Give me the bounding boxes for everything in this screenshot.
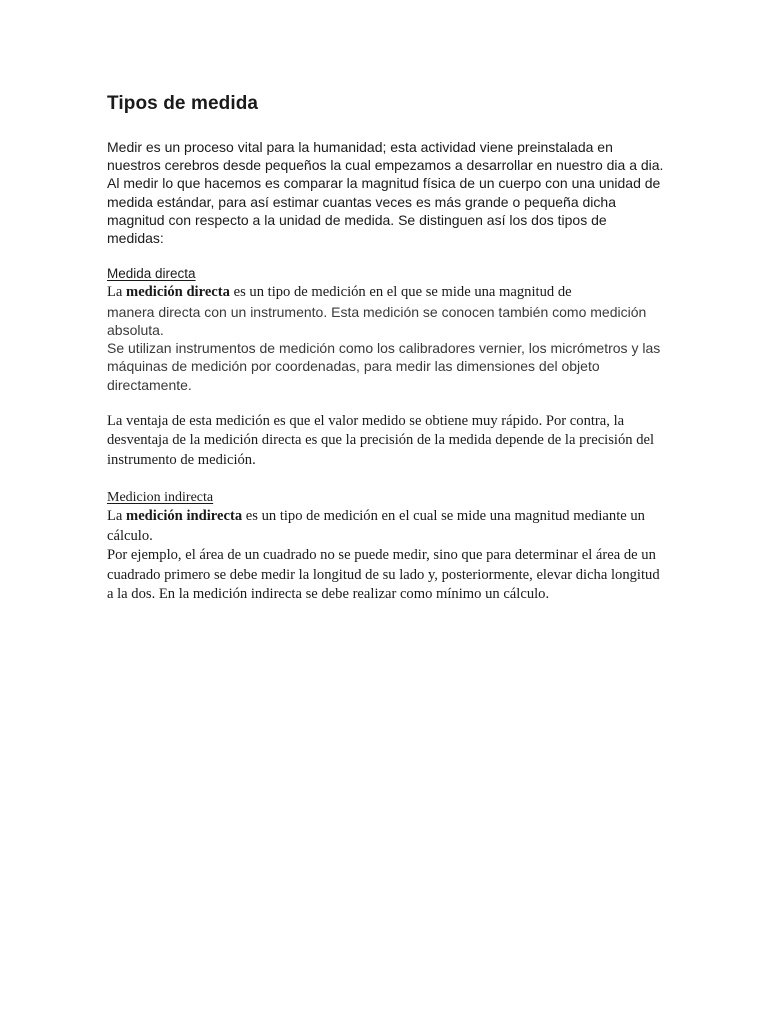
directa-term-bold: medición directa	[126, 284, 230, 301]
section-medida-directa	[107, 265, 667, 470]
intro-paragraph-1: Medir es un proceso vital para la humanidad; esta actividad viene preinstalada en nuestros cerebros desde pequeños la cual empezamos a desarrollar en nuestro dia a dia.	[107, 139, 664, 174]
intro-paragraph-2: Al medir lo que hacemos es comparar la magnitud física de un cuerpo con una unidad de medida estándar, para así estimar cuantas veces es más grande o pequeña dicha magnitud con respecto a la unidad de medida. Se distinguen así los dos tipos de medidas:	[107, 175, 661, 247]
indirecta-paragraph-1	[107, 507, 667, 546]
directa-paragraph-1	[107, 283, 667, 303]
indirecta-p1-rest: es un tipo de medición en el cual se mide una magnitud mediante un cálculo.	[107, 508, 645, 544]
document-page	[107, 88, 667, 605]
directa-paragraph-3: La ventaja de esta medición es que el valor medido se obtiene muy rápido. Por contra, la desventaja de la medición directa es que la precisión de la medida depende de la precisión del instrumento de medición.	[107, 412, 655, 468]
indirecta-paragraph-2: Por ejemplo, el área de un cuadrado no se puede medir, sino que para determinar el área de un cuadrado primero se debe medir la longitud de su lado y, posteriormente, elevar dicha longitud a la dos. En la medición indirecta se debe realizar como mínimo un cálculo.	[107, 547, 660, 603]
indirecta-p1-prefix: La	[107, 508, 127, 525]
directa-p1-rest: es un tipo de medición en el que se mide una magnitud de	[229, 284, 572, 301]
directa-paragraph-2: Se utilizan instrumentos de medición como los calibradores vernier, los micrómetros y las máquinas de medición por coordenadas, para medir las dimensiones del objeto directamente.	[107, 340, 661, 393]
intro-section	[107, 138, 667, 247]
directa-p1-prefix: La	[107, 284, 127, 301]
document-title: Tipos de medida	[107, 93, 259, 114]
section-heading-directa: Medida directa	[107, 266, 196, 282]
section-heading-indirecta: Medicion indirecta	[107, 490, 214, 506]
directa-paragraph-1-continued: manera directa con un instrumento. Esta medición se conocen también como medición absoluta.	[107, 303, 647, 338]
indirecta-term-bold: medición indirecta	[126, 508, 243, 525]
section-medicion-indirecta	[107, 488, 667, 605]
